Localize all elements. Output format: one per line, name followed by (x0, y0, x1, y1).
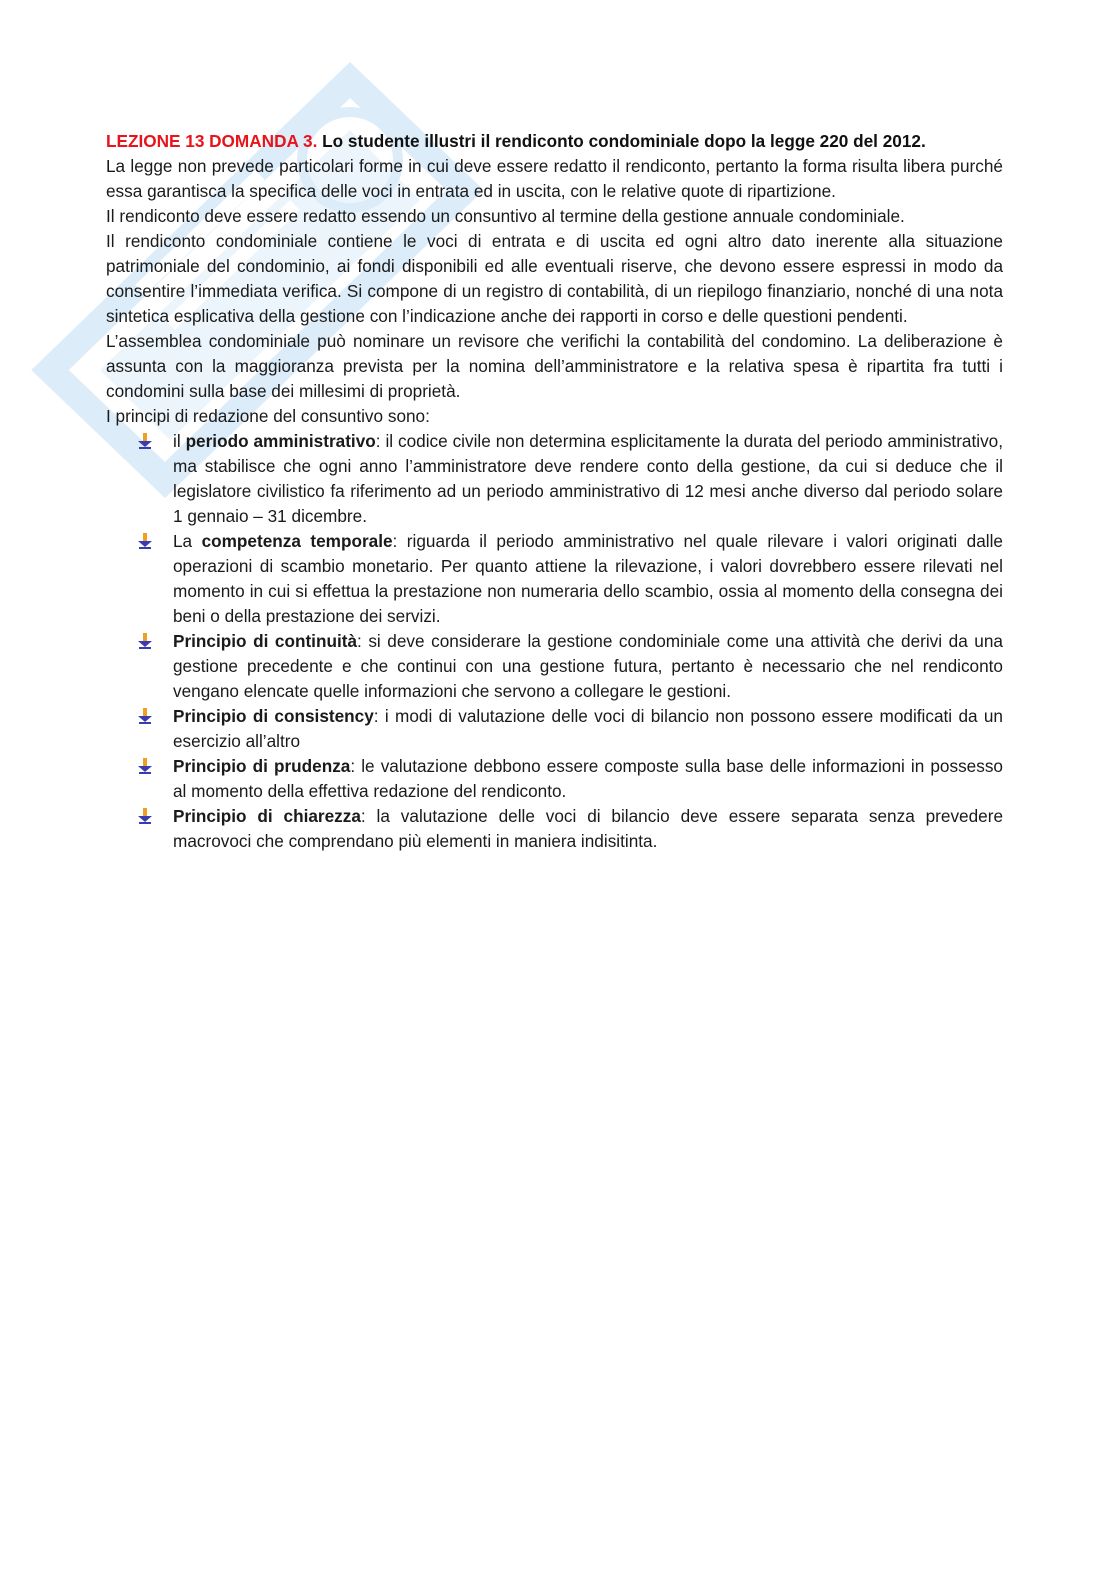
principle-term: Principio di chiarezza (173, 806, 361, 826)
principle-term: competenza temporale (201, 531, 393, 551)
document-page (106, 129, 1003, 854)
bullet-arrow-icon (137, 808, 153, 824)
bullet-arrow-icon (137, 433, 153, 449)
principles-list (106, 429, 1003, 854)
paragraph: La legge non prevede particolari forme in cui deve essere redatto il rendiconto, pertanto la forma risulta libera purché essa garantisca la specifica delle voci in entrata ed in uscita, con le relative quote di ripartizione. (106, 156, 1003, 201)
question-heading (106, 129, 1003, 154)
bullet-arrow-icon (137, 708, 153, 724)
list-item: Principio di chiarezza: la valutazione delle voci di bilancio deve essere separata senza prevedere macrovoci che comprendano più elementi in maniera indisitinta. (173, 804, 1003, 854)
list-item: Principio di prudenza: le valutazione debbono essere composte sulla base delle informazioni in possesso al momento della effettiva redazione del rendiconto. (173, 754, 1003, 804)
list-item: La competenza temporale: riguarda il periodo amministrativo nel quale rilevare i valori originati dalle operazioni di scambio monetario. Per quanto attiene la rilevazione, i valori dovrebbero essere rilevati nel momento in cui si effettua la prestazione non numeraria dello scambio, ossia al momento della consegna dei beni o della prestazione dei servizi. (173, 529, 1003, 629)
paragraph: I principi di redazione del consuntivo sono: (106, 406, 430, 426)
principle-term: Principio di consistency (173, 706, 374, 726)
paragraph: L’assemblea condominiale può nominare un revisore che verifichi la contabilità del condomino. La deliberazione è assunta con la maggioranza prevista per la nomina dell’amministratore e la relativa spesa è ripartita fra tutti i condomini sulla base dei millesimi di proprietà. (106, 331, 1003, 401)
bullet-arrow-icon (137, 533, 153, 549)
paragraph: Il rendiconto deve essere redatto essendo un consuntivo al termine della gestione annuale condominiale. (106, 206, 905, 226)
list-item: Principio di consistency: i modi di valutazione delle voci di bilancio non possono essere modificati da un esercizio all’altro (173, 704, 1003, 754)
principle-term: periodo amministrativo (185, 431, 376, 451)
paragraph: Il rendiconto condominiale contiene le voci di entrata e di uscita ed ogni altro dato inerente alla situazione patrimoniale del condominio, ai fondi disponibili ed alle eventuali riserve, che devono essere espressi in modo da consentire l’immediata verifica. Si compone di un registro di contabilità, di un riepilogo finanziario, nonché di una nota sintetica esplicativa della gestione con l’indicazione anche dei rapporti in corso e delle questioni pendenti. (106, 231, 1003, 326)
list-item: Principio di continuità: si deve considerare la gestione condominiale come una attività che derivi da una gestione precedente e che continui con una gestione futura, pertanto è necessario che nel rendiconto vengano elencate quelle informazioni che servono a collegare le gestioni. (173, 629, 1003, 704)
lesson-label: LEZIONE 13 DOMANDA 3. (106, 131, 318, 151)
bullet-arrow-icon (137, 758, 153, 774)
principle-term: Principio di continuità (173, 631, 358, 651)
question-text: Lo studente illustri il rendiconto condominiale dopo la legge 220 del 2012. (322, 131, 926, 151)
principle-term: Principio di prudenza (173, 756, 351, 776)
bullet-arrow-icon (137, 633, 153, 649)
list-item: il periodo amministrativo: il codice civile non determina esplicitamente la durata del periodo amministrativo, ma stabilisce che ogni anno l’amministratore deve rendere conto della gestione, da cui si deduce che il legislatore civilistico fa riferimento ad un periodo amministrativo di 12 mesi anche diverso dal periodo solare 1 gennaio – 31 dicembre. (173, 429, 1003, 529)
